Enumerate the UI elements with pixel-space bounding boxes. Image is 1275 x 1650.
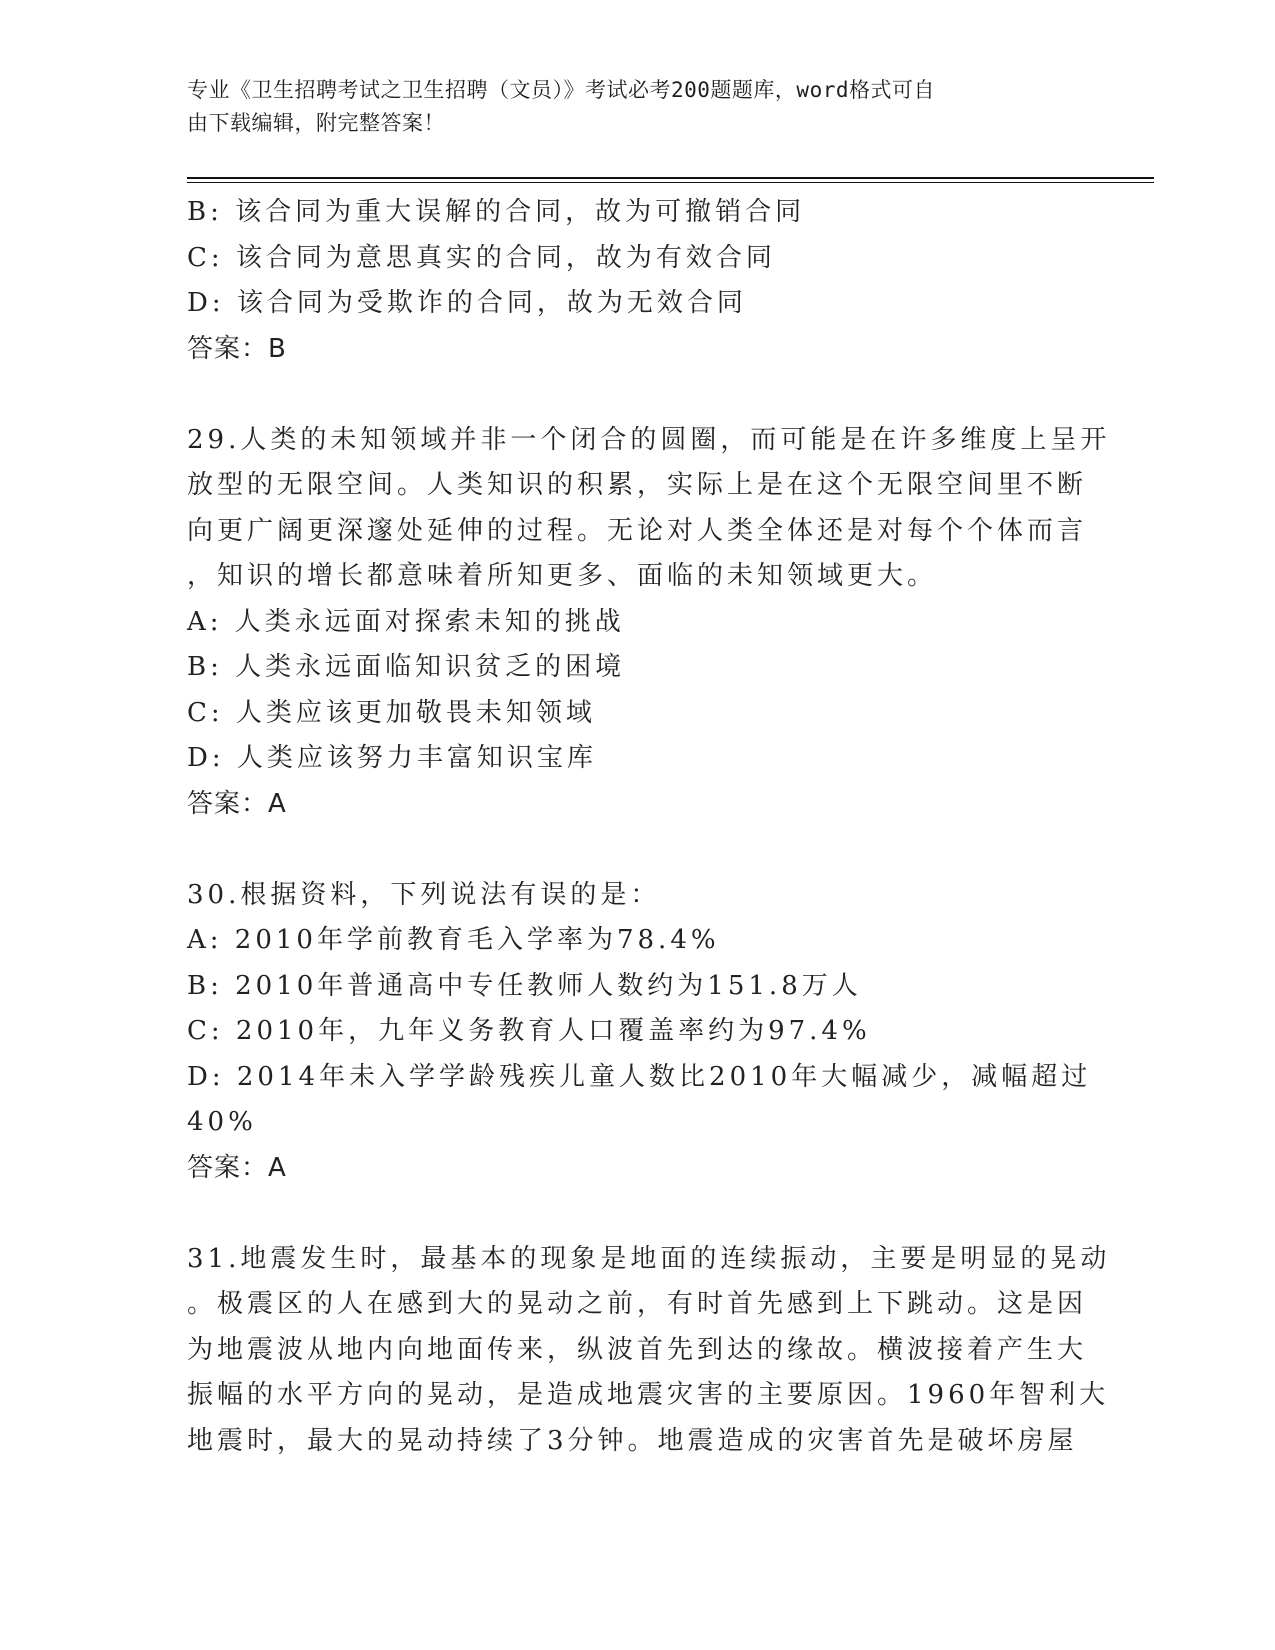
q30-option-a: A: 2010年学前教育毛入学率为78.4% — [187, 925, 720, 955]
q29-option-a: A: 人类永远面对探索未知的挑战 — [187, 606, 625, 637]
question-28 — [187, 190, 1087, 372]
q28-option-d: D: 该合同为受欺诈的合同，故为无效合同 — [187, 288, 747, 318]
q29-stem-line: ，知识的增长都意味着所知更多、面临的未知领域更大。 — [187, 561, 938, 591]
q29-stem-line: 29.人类的未知领域并非一个闭合的圆圈，而可能是在许多维度上呈开 — [187, 424, 1111, 455]
spacer — [187, 372, 1087, 418]
q28-answer: 答案：B — [187, 333, 287, 364]
q31-stem-line: 。极震区的人在感到大的晃动之前，有时首先感到上下跳动。这是因 — [187, 1289, 1088, 1319]
q28-option-c: C: 该合同为意思真实的合同，故为有效合同 — [187, 242, 776, 273]
header-rule-thick — [187, 177, 1154, 179]
q31-stem-line: 地震时，最大的晃动持续了3分钟。地震造成的灾害首先是破坏房屋 — [187, 1425, 1078, 1456]
spacer — [187, 827, 1087, 873]
q29-option-d: D: 人类应该努力丰富知识宝库 — [187, 743, 597, 773]
question-31 — [187, 1237, 1111, 1465]
q29-stem-line: 放型的无限空间。人类知识的积累，实际上是在这个无限空间里不断 — [187, 470, 1088, 500]
header-line-2: 由下载编辑，附完整答案！ — [187, 111, 445, 135]
q30-option-b: B: 2010年普通高中专任教师人数约为151.8万人 — [187, 970, 862, 1001]
header-rule-thin — [187, 182, 1154, 183]
q29-option-b: B: 人类永远面临知识贫乏的困境 — [187, 652, 626, 682]
q31-stem-line: 振幅的水平方向的晃动，是造成地震灾害的主要原因。1960年智利大 — [187, 1380, 1110, 1410]
q30-option-d-continued: 40% — [187, 1107, 257, 1137]
q30-option-d: D: 2014年未入学学龄残疾儿童人数比2010年大幅减少，减幅超过 — [187, 1061, 1092, 1092]
q28-option-b: B: 该合同为重大误解的合同，故为可撤销合同 — [187, 197, 806, 227]
header-line-1: 专业《卫生招聘考试之卫生招聘（文员）》考试必考200题题库，word格式可自 — [187, 78, 935, 102]
q31-stem-line: 为地震波从地内向地面传来，纵波首先到达的缘故。横波接着产生大 — [187, 1334, 1088, 1365]
spacer — [187, 1191, 1087, 1237]
document-header — [187, 74, 1087, 140]
question-30 — [187, 873, 1092, 1192]
q31-stem-line: 31.地震发生时，最基本的现象是地面的连续振动，主要是明显的晃动 — [187, 1243, 1111, 1274]
q30-option-c: C: 2010年，九年义务教育人口覆盖率约为97.4% — [187, 1016, 871, 1046]
q29-answer: 答案：A — [187, 788, 287, 819]
q30-stem: 30.根据资料，下列说法有误的是： — [187, 879, 661, 910]
document-body — [187, 190, 1111, 1464]
question-29 — [187, 418, 1111, 828]
q30-answer: 答案：A — [187, 1152, 287, 1183]
q29-option-c: C: 人类应该更加敬畏未知领域 — [187, 697, 596, 728]
q29-stem-line: 向更广阔更深邃处延伸的过程。无论对人类全体还是对每个个体而言 — [187, 515, 1088, 546]
